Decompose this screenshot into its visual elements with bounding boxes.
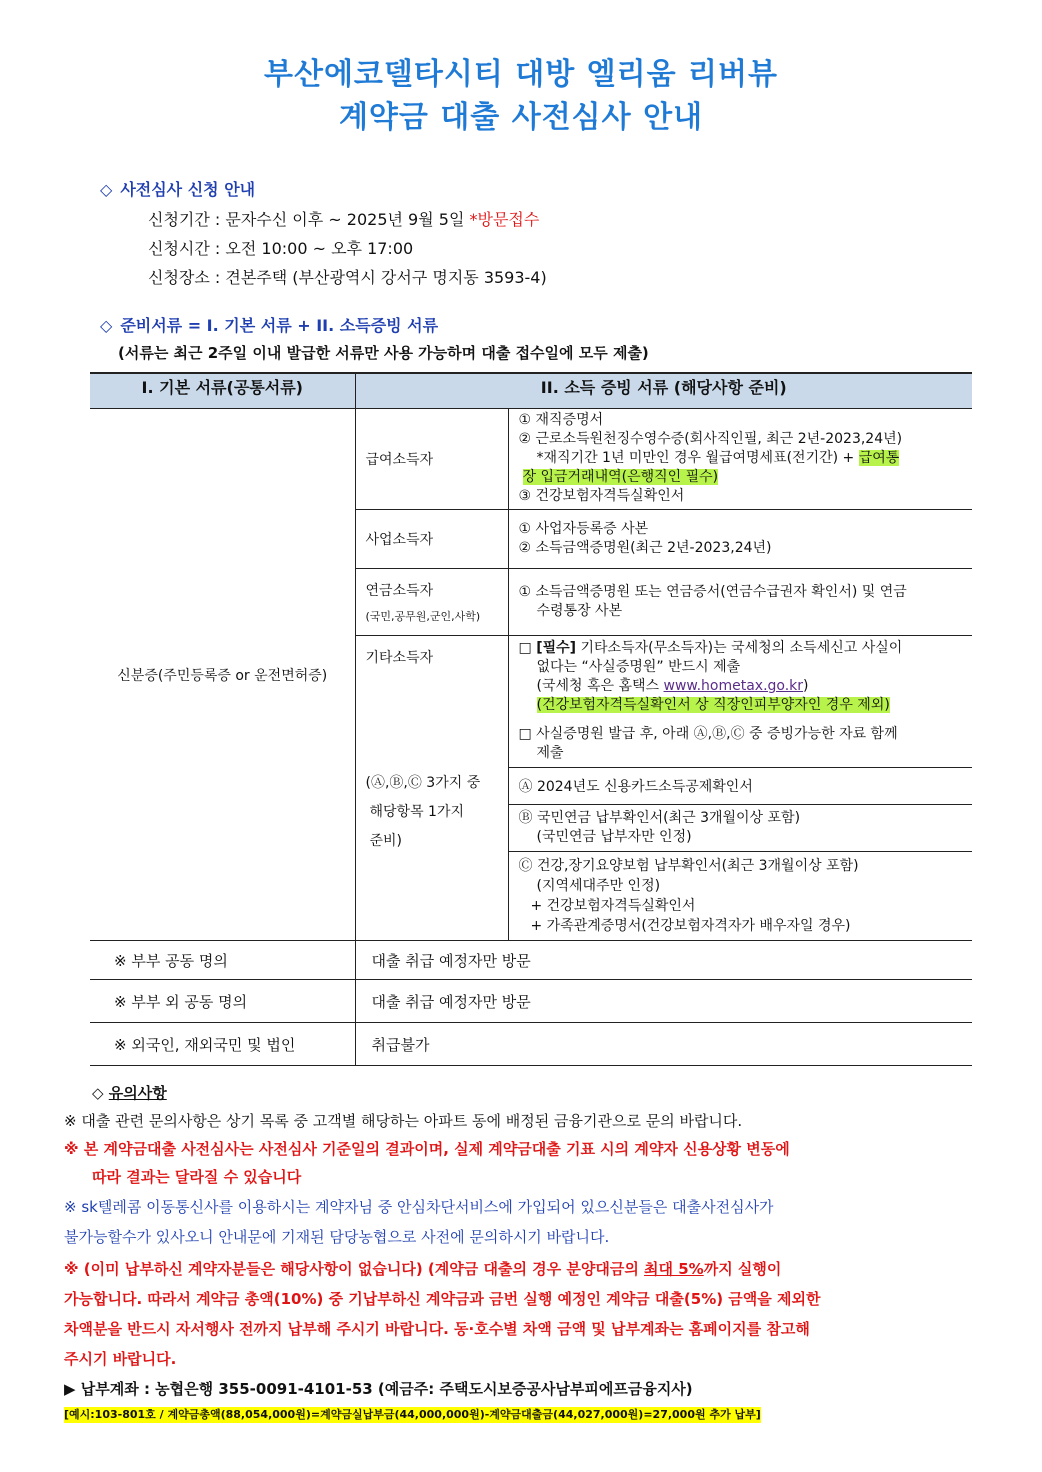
col2-header: II. 소득 증빙 서류 (해당사항 준비)	[355, 373, 972, 409]
note-1: ※ 대출 관련 문의사항은 상기 목록 중 고객별 해당하는 아파트 동에 배정된 금융기관으로 문의 바랍니다.	[64, 1112, 743, 1130]
note-4b: 가능합니다. 따라서 계약금 총액(10%) 중 기납부하신 계약금과 금번 실행 예정인 계약금 대출(5%) 금액을 제외한	[64, 1290, 821, 1308]
foreigner-value: 취급불가	[355, 1023, 972, 1066]
basic-doc-cell: 신분증(주민등록증 or 운전면허증)	[90, 409, 355, 941]
page-title-line1: 부산에코델타시티 대방 엘리움 리버뷰	[263, 57, 778, 92]
other-label-cell: 기타소득자 (Ⓐ,Ⓑ,Ⓒ 3가지 중 해당항목 1가지 준비)	[355, 636, 508, 941]
note-2a: ※ 본 계약금대출 사전심사는 사전심사 기준일의 결과이며, 실제 계약금대출 기표 시의 계약자 신용상황 변동에	[64, 1140, 790, 1158]
option-a: Ⓐ 2024년도 신용카드소득공제확인서	[509, 767, 973, 804]
joint-couple-value: 대출 취급 예정자만 방문	[355, 941, 972, 980]
col1-header: I. 기본 서류(공통서류)	[90, 373, 355, 409]
other-docs: □ [필수] 기타소득자(무소득자)는 국세청의 소득세신고 사실이 없다는 “사실증명원” 반드시 제출 (국세청 혹은 홈택스 www.hometax.go.kr) (건강보험자격득실확인서 상 직장인피부양자인 경우 제외) □ 사실증명원 발급 후, 아래 Ⓐ,Ⓑ,Ⓒ 중 증빙가능한 자료 함께 제출	[508, 636, 972, 768]
notes-heading: ◇ 유의사항	[92, 1084, 167, 1102]
note-2b: 따라 결과는 달라질 수 있습니다	[92, 1168, 302, 1186]
foreigner-label: ※ 외국인, 재외국민 및 법인	[90, 1023, 355, 1066]
note-4a: ※ (이미 납부하신 계약자분들은 해당사항이 없습니다) (계약금 대출의 경우 분양대금의 최대 5%까지 실행이	[64, 1260, 782, 1278]
other-options	[508, 767, 972, 941]
note-4d: 주시기 바랍니다.	[64, 1350, 177, 1368]
joint-couple-label: ※ 부부 공동 명의	[90, 941, 355, 980]
pension-label: 연금소득자 (국민,공무원,군인,사학)	[355, 569, 508, 636]
page-title-line2: 계약금 대출 사전심사 안내	[338, 100, 704, 135]
section2-subheading: (서류는 최근 2주일 이내 발급한 서류만 사용 가능하며 대출 접수일에 모두 제출)	[118, 344, 649, 362]
diamond-icon: ◇	[100, 316, 113, 335]
business-docs: ① 사업자등록증 사본 ② 소득금액증명원(최근 2년-2023,24년)	[508, 510, 972, 569]
apply-time: 신청시간 : 오전 10:00 ~ 오후 17:00	[148, 239, 414, 258]
payment-example: [예시:103-801호 / 계약금총액(88,054,000원)=계약금실납부금(44,000,000원)-계약금대출금(44,027,000원)=27,000원 추가 납부]	[64, 1408, 761, 1421]
business-label: 사업소득자	[355, 510, 508, 569]
choose-note: (Ⓐ,Ⓑ,Ⓒ 3가지 중 해당항목 1가지 준비)	[365, 775, 481, 849]
joint-other-value: 대출 취급 예정자만 방문	[355, 980, 972, 1023]
note-3a: ※ sk텔레콤 이동통신사를 이용하시는 계약자님 중 안심차단서비스에 가입되어 있으신분들은 대출사전심사가	[64, 1198, 774, 1216]
hometax-link[interactable]: www.hometax.go.kr	[663, 678, 804, 694]
joint-other-label: ※ 부부 외 공동 명의	[90, 980, 355, 1023]
payment-account: ▶ 납부계좌 : 농협은행 355-0091-4101-53 (예금주: 주택도시보증공사남부피에프금융지사)	[64, 1380, 693, 1398]
section2-heading: ◇ 준비서류 = I. 기본 서류 + II. 소득증빙 서류	[100, 316, 439, 335]
apply-period: 신청기간 : 문자수신 이후 ~ 2025년 9월 5일 *방문접수	[148, 210, 540, 229]
diamond-icon: ◇	[92, 1084, 104, 1102]
section1-heading: ◇ 사전심사 신청 안내	[100, 180, 256, 199]
option-b: Ⓑ 국민연금 납부확인서(최근 3개월이상 포함) (국민연금 납부자만 인정)	[509, 804, 973, 851]
apply-place: 신청장소 : 견본주택 (부산광역시 강서구 명지동 3593-4)	[148, 268, 547, 287]
documents-table	[90, 372, 972, 1066]
diamond-icon: ◇	[100, 180, 113, 199]
salary-docs: ① 재직증명서 ② 근로소득원천징수영수증(회사직인필, 최근 2년-2023,24년) *재직기간 1년 미만인 경우 월급여명세표(전기간) + 급여통 장 입금거래내역(은행직인 필수) ③ 건강보험자격득실확인서	[508, 409, 972, 510]
note-3b: 불가능할수가 있사오니 안내문에 기재된 담당농협으로 사전에 문의하시기 바랍니다.	[64, 1228, 610, 1246]
note-4c: 차액분을 반드시 자서행사 전까지 납부해 주시기 바랍니다. 동·호수별 차액 금액 및 납부계좌는 홈페이지를 참고해	[64, 1320, 810, 1338]
salary-label: 급여소득자	[355, 409, 508, 510]
option-c: Ⓒ 건강,장기요양보험 납부확인서(최근 3개월이상 포함) (지역세대주만 인정) + 건강보험자격득실확인서 + 가족관계증명서(건강보험자격자가 배우자일 경우)	[509, 851, 973, 940]
pension-docs: ① 소득금액증명원 또는 연금증서(연금수급권자 확인서) 및 연금 수령통장 사본	[508, 569, 972, 636]
